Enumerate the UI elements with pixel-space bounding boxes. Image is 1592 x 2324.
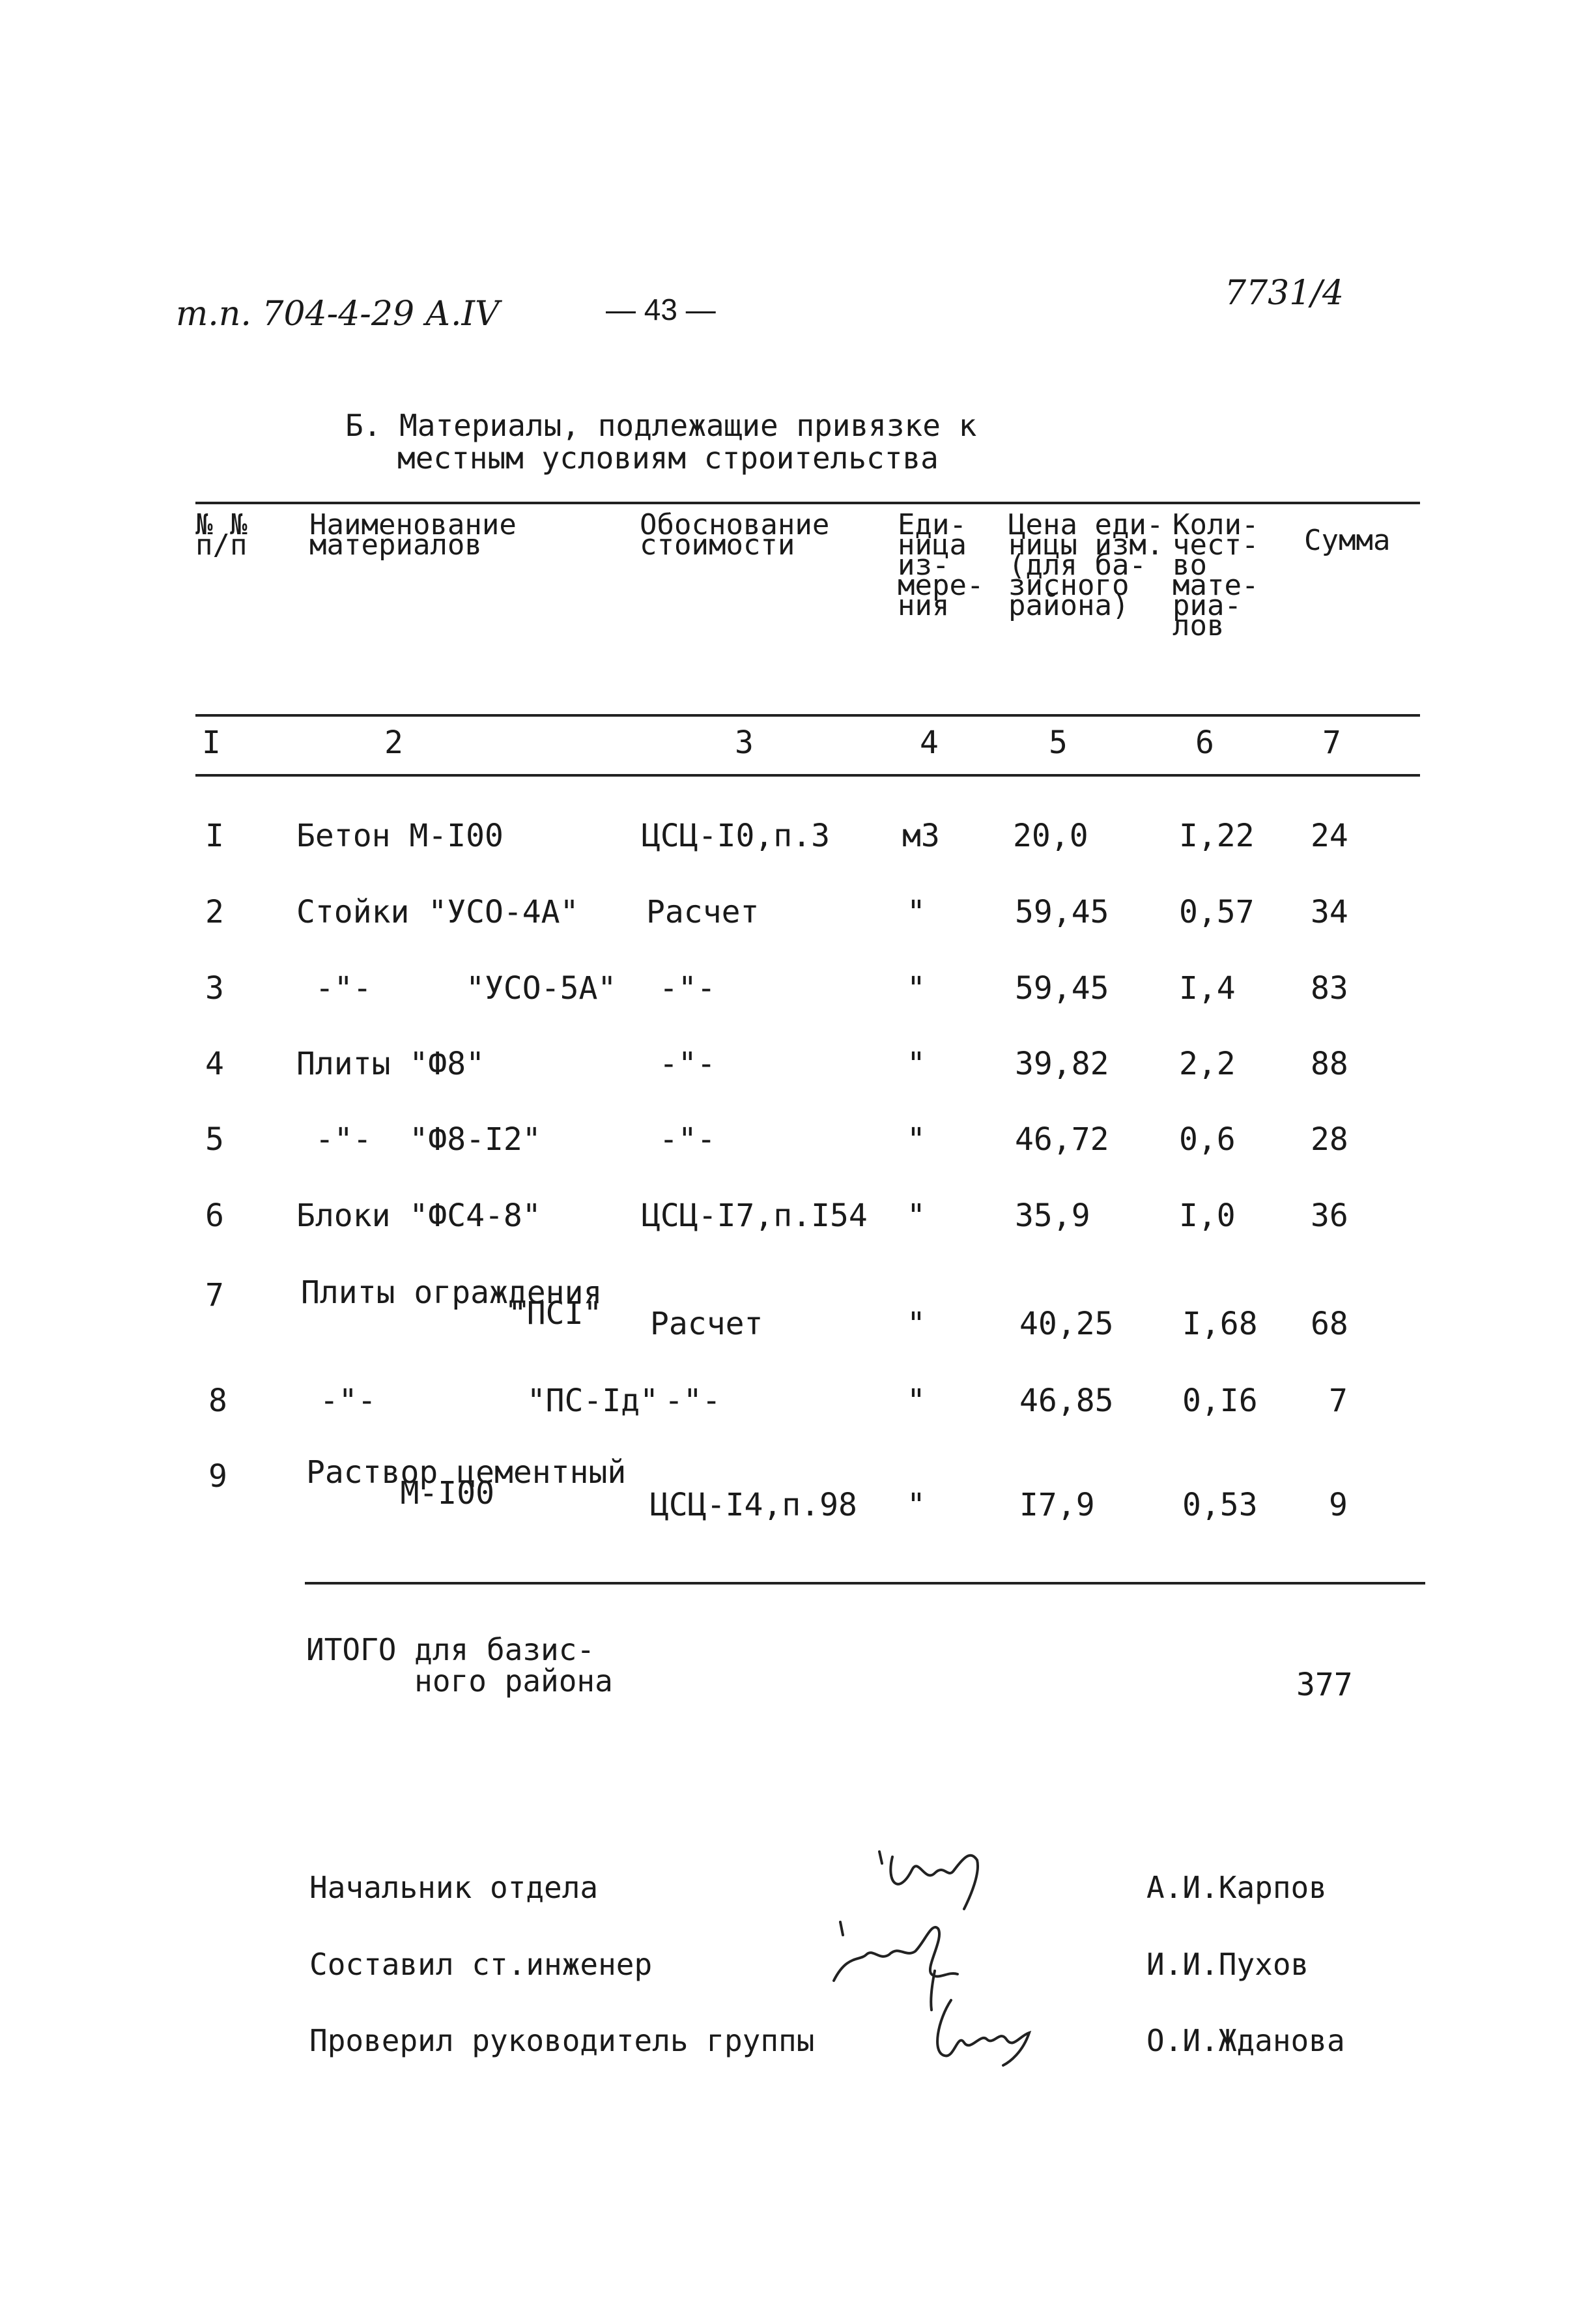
cost-basis: Расчет — [650, 1306, 763, 1342]
cost-basis: -"- — [659, 970, 716, 1007]
material-name: Блоки "ФС4-8" — [296, 1198, 541, 1234]
signature-name-checker: О.И.Жданова — [1146, 2023, 1345, 2058]
cost-basis: ЦСЦ-I0,п.3 — [642, 818, 830, 854]
signature-role-author: Составил ст.инженер — [309, 1947, 653, 1982]
cost-basis: ЦСЦ-I7,п.I54 — [642, 1198, 868, 1234]
column-numbers-rule — [195, 774, 1420, 777]
row-number: 5 — [205, 1121, 224, 1158]
cost-basis: ЦСЦ-I4,п.98 — [650, 1487, 857, 1523]
row-number: 9 — [208, 1458, 227, 1495]
row-number: 3 — [205, 970, 224, 1007]
column-header-sum: Сумма — [1304, 524, 1391, 557]
row-number: I — [205, 818, 224, 854]
unit-price: 46,72 — [1015, 1121, 1109, 1158]
column-header-unit: Еди- ница из- мере- ния — [898, 508, 984, 622]
cost-basis: Расчет — [646, 894, 760, 930]
sum: 88 — [1311, 1046, 1348, 1082]
quantity: 0,6 — [1179, 1121, 1236, 1158]
section-title-line2: местным условиям строительства — [397, 440, 939, 476]
document-code: т.п. 704-4-29 А.IV — [176, 294, 500, 334]
material-name: -"- "Ф8-I2" — [296, 1121, 541, 1158]
sum: 9 — [1329, 1487, 1348, 1523]
unit-price: 39,82 — [1015, 1046, 1109, 1082]
column-header-quantity: Коли- чест- во мате- риа- лов — [1173, 508, 1259, 642]
unit: " — [907, 894, 926, 930]
signature-name-head: А.И.Карпов — [1146, 1870, 1327, 1905]
total-value: 377 — [1296, 1667, 1353, 1703]
sum: 28 — [1311, 1121, 1348, 1158]
cost-basis: -"- — [659, 1046, 716, 1082]
unit-price: I7,9 — [1019, 1487, 1095, 1523]
unit: " — [907, 1046, 926, 1082]
column-header-basis: Обоснование стоимости — [640, 508, 830, 562]
unit: м3 — [902, 818, 940, 854]
unit-price: 59,45 — [1015, 894, 1109, 930]
quantity: I,4 — [1179, 970, 1236, 1007]
sum: 34 — [1311, 894, 1348, 930]
material-name: Стойки "УСО-4А" — [296, 894, 579, 930]
material-name: -"- "ПС-Iд" — [301, 1383, 659, 1419]
section-title-line1: Б. Материалы, подлежащие привязке к — [345, 408, 977, 443]
unit: " — [907, 1306, 926, 1342]
cost-basis: -"- — [659, 1121, 716, 1158]
column-number-6: 6 — [1195, 724, 1214, 761]
sum: 83 — [1311, 970, 1348, 1007]
column-header-number: № № п/п — [195, 508, 248, 562]
sum: 68 — [1311, 1306, 1348, 1342]
material-name: Плиты ограждения "ПСI" — [301, 1274, 603, 1332]
column-header-name: Наименование материалов — [309, 508, 517, 562]
column-number-4: 4 — [920, 724, 939, 761]
sum: 36 — [1311, 1198, 1348, 1234]
row-number: 8 — [208, 1383, 227, 1419]
column-number-3: 3 — [735, 724, 754, 761]
unit: " — [907, 1383, 926, 1419]
signature-role-checker: Проверил руководитель группы — [309, 2023, 815, 2058]
quantity: I,68 — [1182, 1306, 1258, 1342]
unit-price: 40,25 — [1019, 1306, 1114, 1342]
sum: 7 — [1329, 1383, 1348, 1419]
total-label: ИТОГО для базис- ного района — [306, 1632, 613, 1699]
unit-price: 46,85 — [1019, 1383, 1114, 1419]
handwritten-signature-head — [873, 1844, 1003, 1915]
column-number-7: 7 — [1322, 724, 1341, 761]
row-number: 2 — [205, 894, 224, 930]
table-header-rule — [195, 714, 1420, 717]
row-number: 4 — [205, 1046, 224, 1082]
unit-price: 59,45 — [1015, 970, 1109, 1007]
column-number-2: 2 — [384, 724, 403, 761]
column-header-price: Цена еди- ницы изм. (для ба- зисного района) — [1008, 508, 1164, 622]
quantity: 2,2 — [1179, 1046, 1236, 1082]
sum: 24 — [1311, 818, 1348, 854]
signature-name-author: И.И.Пухов — [1146, 1947, 1309, 1982]
material-name: Плиты "Ф8" — [296, 1046, 485, 1082]
material-name: Бетон М-I00 — [296, 818, 504, 854]
unit: " — [907, 1198, 926, 1234]
signature-role-head: Начальник отдела — [309, 1870, 599, 1905]
column-number-5: 5 — [1049, 724, 1068, 761]
unit-price: 35,9 — [1015, 1198, 1090, 1234]
column-number-1: I — [202, 724, 221, 761]
page-number: — 43 — — [606, 293, 716, 326]
quantity: I,0 — [1179, 1198, 1236, 1234]
unit: " — [907, 1487, 926, 1523]
cost-basis: -"- — [664, 1383, 721, 1419]
quantity: 0,57 — [1179, 894, 1255, 930]
quantity: 0,I6 — [1182, 1383, 1258, 1419]
unit: " — [907, 1121, 926, 1158]
row-number: 7 — [205, 1277, 224, 1313]
table-bottom-rule — [305, 1582, 1425, 1585]
row-number: 6 — [205, 1198, 224, 1234]
material-name: Раствор цементный М-I00 — [306, 1454, 627, 1512]
unit-price: 20,0 — [1013, 818, 1088, 854]
unit: " — [907, 970, 926, 1007]
handwritten-signature-checker — [925, 1994, 1049, 2072]
material-name: -"- "УСО-5А" — [296, 970, 617, 1007]
table-top-rule — [195, 502, 1420, 504]
archive-number: 7731/4 — [1225, 274, 1344, 313]
quantity: 0,53 — [1182, 1487, 1258, 1523]
quantity: I,22 — [1179, 818, 1255, 854]
